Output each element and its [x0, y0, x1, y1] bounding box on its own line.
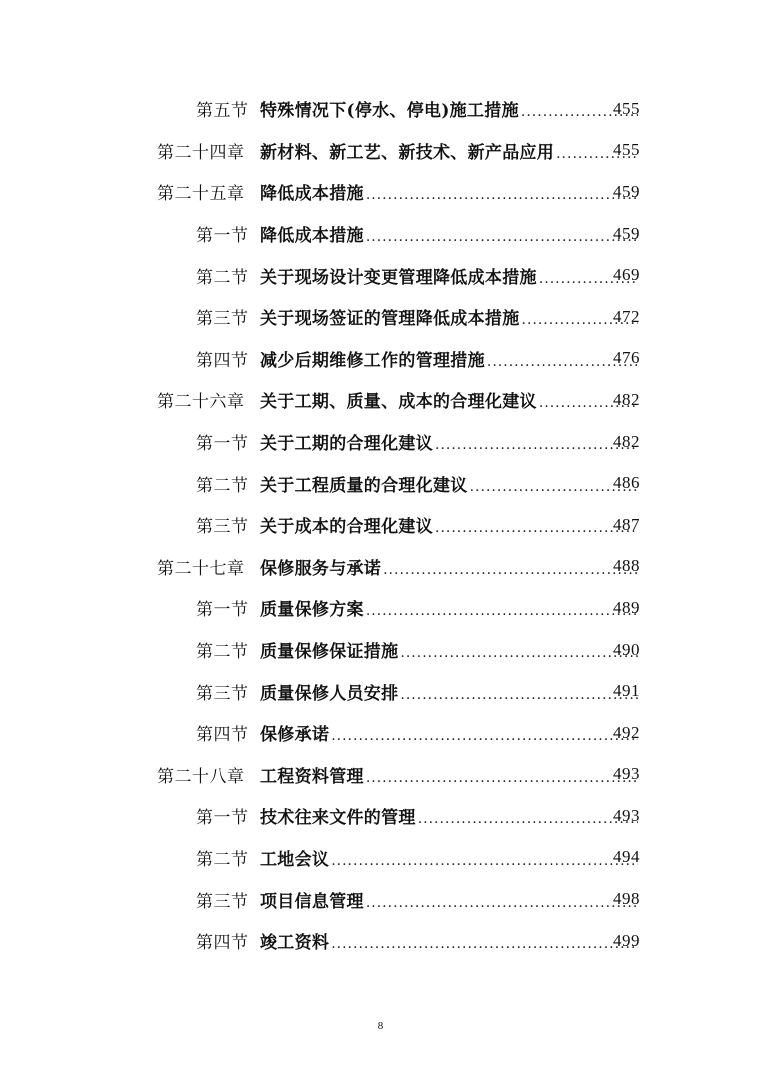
toc-entry[interactable] [0, 171, 761, 213]
toc-entry-page: 491 [613, 681, 640, 701]
toc-entry-label: 第二十六章 [157, 392, 245, 413]
toc-entry-label: 第三节 [196, 683, 249, 704]
dot-leader [400, 646, 638, 660]
toc-entry-title: 工程资料管理 [260, 766, 364, 787]
dot-leader [383, 563, 638, 577]
toc-entry-title-line [260, 595, 640, 620]
toc-entry[interactable] [0, 88, 761, 130]
toc-entry-title-line [260, 471, 640, 496]
toc-entry-page: 482 [613, 431, 640, 451]
dot-leader [366, 771, 638, 785]
dot-leader [331, 729, 638, 743]
toc-entry[interactable] [0, 587, 761, 629]
toc-entry-label: 第五节 [196, 101, 249, 122]
toc-entry-label: 第二十五章 [157, 184, 245, 205]
page-number: 8 [377, 1020, 384, 1032]
toc-entry-label: 第四节 [196, 933, 249, 954]
toc-entry-page: 486 [613, 473, 640, 493]
toc-entry[interactable] [0, 421, 761, 463]
toc-entry-title-line [260, 637, 640, 662]
toc-entry-title: 保修服务与承诺 [260, 558, 382, 579]
toc-entry-page: 488 [613, 556, 640, 576]
toc-entry-title: 工地会议 [260, 849, 330, 870]
toc-entry-label: 第一节 [196, 600, 249, 621]
toc-entry-title-line [260, 96, 640, 121]
toc-entry-title-line [260, 179, 640, 204]
toc-entry-title-line [260, 138, 640, 163]
toc-entry-title-line [260, 304, 640, 329]
toc-entry-title-line [260, 429, 640, 454]
toc-entry-title: 关于工期、质量、成本的合理化建议 [260, 392, 537, 413]
toc-entry[interactable] [0, 213, 761, 255]
dot-leader [435, 521, 638, 535]
toc-entry-label: 第二十七章 [157, 558, 245, 579]
toc-entry-label: 第二节 [196, 475, 249, 496]
toc-entry-label: 第三节 [196, 309, 249, 330]
toc-entry-title: 降低成本措施 [260, 226, 364, 247]
toc-entry-title-line [260, 887, 640, 912]
dot-leader [366, 896, 638, 910]
toc-entry-title: 降低成本措施 [260, 184, 364, 205]
toc-entry[interactable] [0, 754, 761, 796]
toc-entry-title-line [260, 928, 640, 953]
toc-entry-page: 455 [613, 140, 640, 160]
toc-entry-title: 减少后期维修工作的管理措施 [260, 350, 485, 371]
toc-entry-title-line [260, 554, 640, 579]
toc-entry-title-line [260, 803, 640, 828]
toc-entry[interactable] [0, 504, 761, 546]
toc-entry-title-line [260, 263, 640, 288]
table-of-contents [0, 88, 761, 961]
toc-entry[interactable] [0, 546, 761, 588]
toc-entry[interactable] [0, 878, 761, 920]
toc-entry[interactable] [0, 462, 761, 504]
toc-entry-page: 490 [613, 639, 640, 659]
toc-entry-title-line [260, 512, 640, 537]
toc-entry-title: 关于现场设计变更管理降低成本措施 [260, 267, 537, 288]
toc-entry-title: 关于成本的合理化建议 [260, 517, 433, 538]
toc-entry-page: 499 [613, 930, 640, 950]
toc-entry-page: 493 [613, 805, 640, 825]
toc-entry-label: 第二十八章 [157, 766, 245, 787]
toc-entry-title-line [260, 221, 640, 246]
toc-entry-label: 第二十四章 [157, 142, 245, 163]
toc-entry-page: 455 [613, 98, 640, 118]
toc-entry-title-line [260, 845, 640, 870]
toc-entry[interactable] [0, 712, 761, 754]
toc-entry-label: 第一节 [196, 434, 249, 455]
toc-entry-title: 质量保修方案 [260, 600, 364, 621]
dot-leader [400, 688, 638, 702]
toc-entry-title: 质量保修保证措施 [260, 642, 399, 663]
toc-entry-title-line [260, 762, 640, 787]
dot-leader [366, 188, 638, 202]
toc-entry-title: 竣工资料 [260, 933, 330, 954]
toc-entry-label: 第二节 [196, 849, 249, 870]
toc-entry[interactable] [0, 130, 761, 172]
toc-entry-label: 第四节 [196, 350, 249, 371]
toc-entry-label: 第二节 [196, 642, 249, 663]
toc-entry-title: 关于工程质量的合理化建议 [260, 475, 468, 496]
toc-entry-page: 482 [613, 389, 640, 409]
toc-entry[interactable] [0, 254, 761, 296]
toc-entry-title: 保修承诺 [260, 725, 330, 746]
toc-entry-page: 489 [613, 597, 640, 617]
toc-entry-label: 第一节 [196, 226, 249, 247]
dot-leader [331, 937, 638, 951]
toc-entry-page: 469 [613, 265, 640, 285]
toc-entry-title: 新材料、新工艺、新技术、新产品应用 [260, 142, 555, 163]
toc-entry-page: 493 [613, 764, 640, 784]
toc-entry[interactable] [0, 920, 761, 962]
toc-entry-label: 第二节 [196, 267, 249, 288]
toc-entry-title: 关于工期的合理化建议 [260, 434, 433, 455]
toc-entry[interactable] [0, 296, 761, 338]
toc-entry-title-line [260, 720, 640, 745]
toc-entry[interactable] [0, 837, 761, 879]
toc-entry-label: 第三节 [196, 891, 249, 912]
toc-entry-page: 476 [613, 348, 640, 368]
toc-entry[interactable] [0, 795, 761, 837]
toc-entry-page: 498 [613, 889, 640, 909]
toc-entry-page: 492 [613, 722, 640, 742]
toc-entry-page: 472 [613, 306, 640, 326]
dot-leader [366, 230, 638, 244]
dot-leader [435, 438, 638, 452]
toc-entry-title: 关于现场签证的管理降低成本措施 [260, 309, 520, 330]
toc-entry-title: 质量保修人员安排 [260, 683, 399, 704]
toc-entry-title: 技术往来文件的管理 [260, 808, 416, 829]
toc-entry-page: 494 [613, 847, 640, 867]
toc-entry[interactable] [0, 338, 761, 380]
toc-entry-page: 459 [613, 181, 640, 201]
toc-entry-title-line [260, 679, 640, 704]
dot-leader [418, 812, 638, 826]
toc-entry-title-line [260, 346, 640, 371]
toc-entry[interactable] [0, 629, 761, 671]
toc-entry[interactable] [0, 379, 761, 421]
toc-entry[interactable] [0, 670, 761, 712]
toc-entry-label: 第三节 [196, 517, 249, 538]
toc-entry-title: 特殊情况下(停水、停电)施工措施 [260, 101, 519, 122]
toc-entry-label: 第一节 [196, 808, 249, 829]
toc-entry-title: 项目信息管理 [260, 891, 364, 912]
toc-entry-page: 459 [613, 223, 640, 243]
toc-entry-page: 487 [613, 514, 640, 534]
toc-entry-title-line [260, 387, 640, 412]
toc-entry-label: 第四节 [196, 725, 249, 746]
dot-leader [366, 604, 638, 618]
dot-leader [331, 854, 638, 868]
